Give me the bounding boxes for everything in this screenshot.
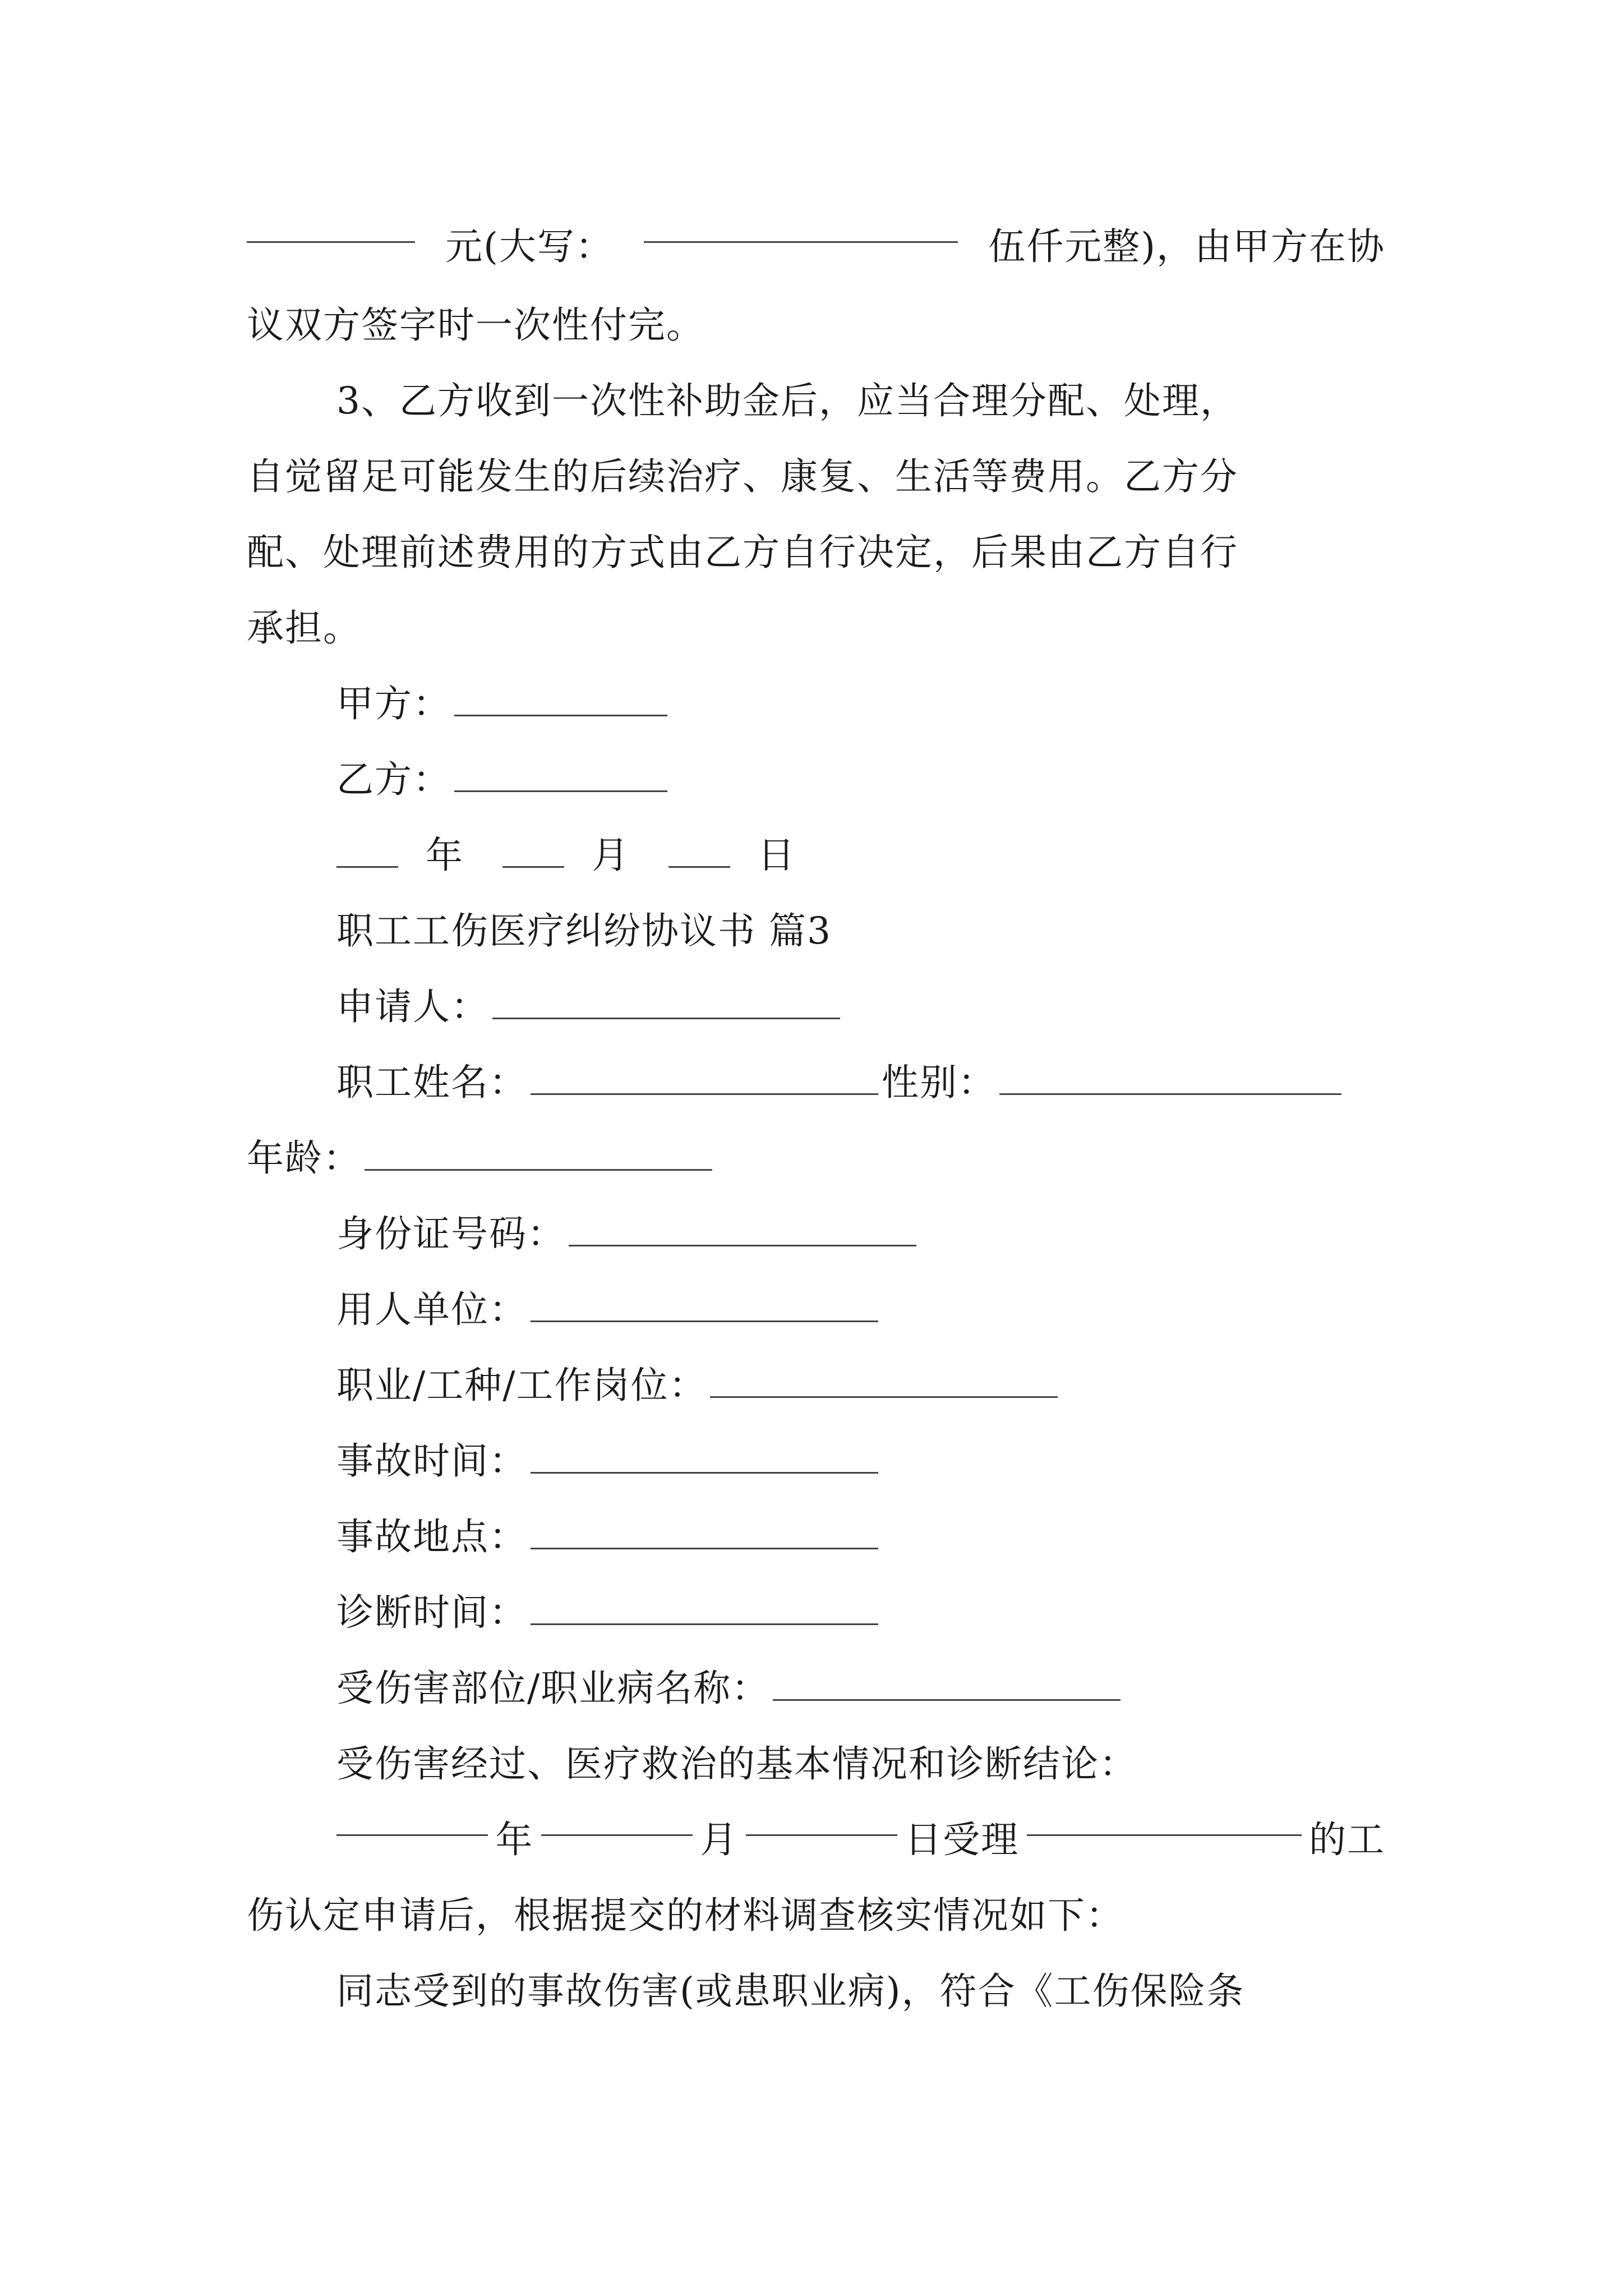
occupation-label: 职业/工种/工作岗位：	[336, 1364, 707, 1407]
applicant-label: 申请人：	[336, 985, 489, 1028]
diagnosis-time-blank[interactable]	[531, 1590, 878, 1625]
employer-label: 用人单位：	[336, 1288, 527, 1331]
gender-blank[interactable]	[999, 1060, 1341, 1095]
accept-tail-label: 的工	[1308, 1818, 1385, 1861]
id-number-label: 身份证号码：	[336, 1212, 565, 1255]
party-b-label: 乙方：	[336, 758, 451, 801]
party-a-label: 甲方：	[336, 682, 451, 725]
paragraph-line-3: 3、乙方收到一次性补助金后，应当合理分配、处理，	[336, 379, 1238, 422]
text-segment: 元(大写：	[445, 225, 614, 268]
section-title: 职工工伤医疗纠纷协议书 篇3	[336, 909, 832, 953]
day-blank[interactable]	[668, 832, 730, 868]
employer-blank[interactable]	[531, 1287, 878, 1322]
worker-name-blank[interactable]	[531, 1060, 878, 1095]
diagnosis-time-label: 诊断时间：	[336, 1591, 527, 1634]
party-a-line	[336, 665, 1475, 743]
age-label: 年龄：	[247, 1137, 361, 1180]
injury-process-line: 受伤害经过、医疗救治的基本情况和诊断结论：	[336, 1742, 1137, 1786]
accept-month-label: 月	[700, 1818, 739, 1861]
paragraph-after-accept: 伤认定申请后，根据提交的材料调查核实情况如下：	[247, 1894, 1124, 1937]
age-blank[interactable]	[365, 1135, 712, 1171]
accept-year-label: 年	[495, 1818, 534, 1861]
gender-label: 性别：	[882, 1061, 996, 1104]
id-number-line	[336, 1195, 1475, 1273]
accept-day-label: 日受理	[905, 1818, 1020, 1861]
paragraph-last: 同志受到的事故伤害(或患职业病)，符合《工伤保险条	[336, 1970, 1245, 2013]
paragraph-line-4: 自觉留足可能发生的后续治疗、康复、生活等费用。乙方分	[247, 455, 1238, 498]
diagnosis-time-line	[336, 1573, 1475, 1652]
accept-month-blank[interactable]	[541, 1801, 693, 1836]
occupation-blank[interactable]	[710, 1363, 1058, 1398]
accept-day-blank[interactable]	[746, 1801, 897, 1836]
applicant-blank[interactable]	[492, 984, 840, 1019]
month-label: 月	[591, 834, 630, 877]
year-blank[interactable]	[336, 832, 398, 868]
amount-words-blank[interactable]	[644, 208, 958, 243]
paragraph-line-5: 配、处理前述费用的方式由乙方自行决定，后果由乙方自行	[247, 531, 1238, 574]
accident-time-line	[336, 1422, 1475, 1501]
day-label: 日	[757, 834, 796, 877]
paragraph-line-2: 议双方签字时一次性付完。	[247, 303, 704, 347]
amount-blank[interactable]	[247, 208, 415, 243]
paragraph-line-6: 承担。	[247, 606, 361, 650]
accident-place-label: 事故地点：	[336, 1515, 527, 1558]
year-label: 年	[425, 834, 464, 877]
accident-place-blank[interactable]	[531, 1514, 878, 1549]
accept-year-blank[interactable]	[336, 1801, 488, 1836]
paragraph-line-1	[247, 208, 1385, 286]
injury-part-line	[336, 1649, 1475, 1728]
accept-name-blank[interactable]	[1027, 1801, 1302, 1836]
injury-part-blank[interactable]	[773, 1665, 1121, 1701]
party-a-blank[interactable]	[454, 681, 667, 716]
worker-name-line	[336, 1043, 1385, 1122]
worker-name-label: 职工姓名：	[336, 1061, 527, 1104]
employer-line	[336, 1271, 1475, 1349]
injury-part-label: 受伤害部位/职业病名称：	[336, 1667, 770, 1710]
party-b-line	[336, 740, 1475, 819]
accept-line	[336, 1801, 1385, 1879]
party-b-blank[interactable]	[454, 757, 667, 792]
age-line	[247, 1119, 1385, 1198]
accident-time-blank[interactable]	[531, 1438, 878, 1474]
date-line	[336, 816, 1475, 895]
id-number-blank[interactable]	[569, 1211, 916, 1246]
accident-place-line	[336, 1498, 1475, 1576]
applicant-line	[336, 968, 1475, 1046]
text-segment: 伍仟元整)，由甲方在协	[988, 225, 1385, 268]
accident-time-label: 事故时间：	[336, 1439, 527, 1483]
occupation-line	[336, 1346, 1475, 1425]
month-blank[interactable]	[502, 832, 564, 868]
